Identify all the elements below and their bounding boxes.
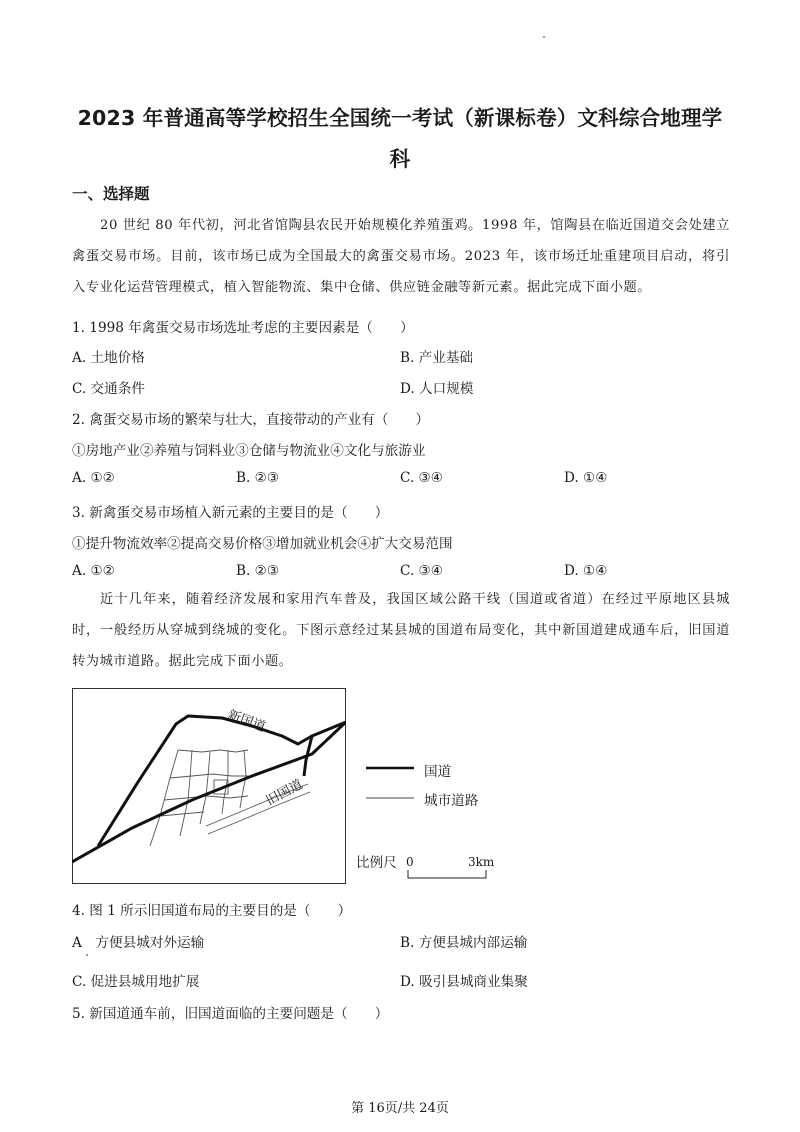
question-3-stem: 3. 新禽蛋交易市场植入新元素的主要目的是（ ）: [72, 505, 389, 521]
question-3-option-b: B. ②③: [236, 563, 280, 579]
question-1-option-b: B. 产业基础: [400, 350, 474, 366]
question-2-option-a: A. ①②: [72, 470, 115, 486]
legend-city-road-label: 城市道路: [424, 793, 479, 809]
passage-2: 近十几年来，随着经济发展和家用汽车普及，我国区域公路干线（国道或省道）在经过平原地区县城时，一般经历从穿城到绕城的变化。下图示意经过某县城的国道布局变化，其中新国道建成通车后，旧国道转为城市道路。据此完成下面小题。: [72, 592, 730, 669]
scale-label: 比例尺: [356, 855, 397, 871]
legend-national-road-label: 国道: [424, 764, 452, 780]
scale-max: 3km: [468, 855, 495, 869]
scale-bar: [406, 868, 490, 882]
question-3-option-d: D. ①④: [564, 563, 608, 579]
question-1-stem: 1. 1998 年禽蛋交易市场选址考虑的主要因素是（ ）: [72, 320, 414, 336]
question-4-stem: 4. 图 1 所示旧国道布局的主要目的是（ ）: [72, 903, 352, 919]
question-1-option-d: D. 人口规模: [400, 381, 474, 397]
question-3-items: ①提升物流效率②提高交易价格③增加就业机会④扩大交易范围: [72, 536, 453, 552]
question-2-option-d: D. ①④: [564, 470, 608, 486]
question-3-option-a: A. ①②: [72, 563, 115, 579]
page-footer: 第 16页/共 24页: [351, 1101, 449, 1116]
scan-speck: [543, 36, 545, 38]
question-1-option-c: C. 交通条件: [72, 381, 145, 397]
question-1-option-a: A. 土地价格: [72, 350, 145, 366]
question-4-option-b: B. 方便县城内部运输: [400, 935, 528, 951]
old-road-label: 旧国道: [263, 777, 306, 809]
question-5-stem: 5. 新国道通车前，旧国道面临的主要问题是（ ）: [72, 1006, 389, 1022]
road-layout-map: [72, 688, 346, 884]
legend-national-road-swatch: [366, 762, 416, 774]
legend-city-road-swatch: [366, 792, 416, 804]
scale-zero: 0: [406, 855, 414, 869]
page-title-continued: 科: [389, 147, 411, 171]
road-layout-map-svg: [72, 688, 346, 884]
scan-speck-2: [86, 954, 88, 956]
passage-1: 20 世纪 80 年代初，河北省馆陶县农民开始规模化养殖蛋鸡。1998 年，馆陶县在临近国道交会处建立禽蛋交易市场。目前，该市场已成为全国最大的禽蛋交易市场。2023 年，该市场迁址重建项目启动，将引入专业化运营管理模式，植入智能物流、集中仓储、供应链金融等新元素。据此完成下面小题。: [72, 218, 730, 295]
question-2-option-b: B. ②③: [236, 470, 280, 486]
question-4-option-d: D. 吸引县城商业集聚: [400, 974, 528, 990]
question-2-option-c: C. ③④: [400, 470, 443, 486]
page-title: 2023 年普通高等学校招生全国统一考试（新课标卷）文科综合地理学: [77, 106, 723, 130]
question-2-stem: 2. 禽蛋交易市场的繁荣与壮大，直接带动的产业有（ ）: [72, 412, 430, 428]
section-heading: 一、选择题: [72, 185, 150, 203]
question-3-option-c: C. ③④: [400, 563, 443, 579]
question-4-option-a: A 方便县城对外运输: [72, 935, 205, 951]
new-road-label: 新国道: [225, 707, 268, 736]
question-4-option-c: C. 促进县城用地扩展: [72, 974, 200, 990]
question-2-items: ①房地产业②养殖与饲料业③仓储与物流业④文化与旅游业: [72, 443, 426, 459]
